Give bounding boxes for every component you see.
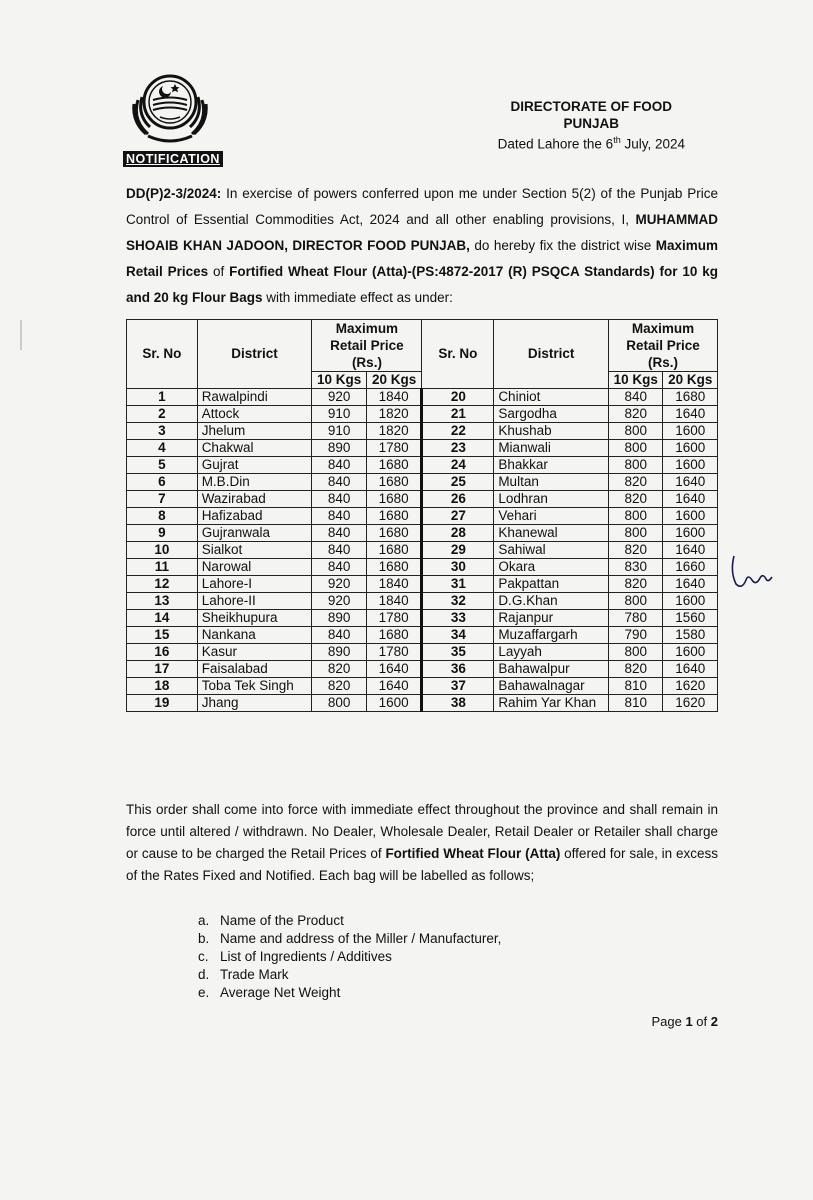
- cell-price-10kg: 800: [609, 593, 663, 610]
- cell-price-20kg: 1680: [366, 627, 422, 644]
- cell-sr-no: 24: [422, 457, 494, 474]
- cell-price-10kg: 800: [609, 440, 663, 457]
- order-paragraph: [126, 799, 718, 887]
- org-line-2: PUNJAB: [563, 116, 620, 131]
- cell-sr-no: 31: [422, 576, 494, 593]
- table-row: [127, 542, 718, 559]
- table-row: [127, 525, 718, 542]
- cell-price-20kg: 1600: [663, 593, 718, 610]
- signature-mark: [726, 552, 774, 592]
- cell-sr-no: 34: [422, 627, 494, 644]
- cell-price-10kg: 820: [609, 491, 663, 508]
- list-item-key: d.: [198, 967, 210, 982]
- cell-price-10kg: 810: [609, 695, 663, 712]
- cell-price-10kg: 840: [312, 559, 366, 576]
- cell-price-20kg: 1680: [366, 491, 422, 508]
- table-row: [127, 593, 718, 610]
- table-row: [127, 661, 718, 678]
- cell-district: Vehari: [494, 508, 609, 525]
- cell-price-20kg: 1820: [366, 406, 422, 423]
- cell-district: Sialkot: [197, 542, 312, 559]
- date-prefix: Dated Lahore the 6: [497, 136, 614, 152]
- cell-price-20kg: 1640: [663, 491, 718, 508]
- header-block: [498, 98, 685, 153]
- page-number: [651, 1014, 718, 1029]
- header-10kg: 10 Kgs: [312, 372, 366, 389]
- cell-district: Nankana: [197, 627, 312, 644]
- cell-district: Chiniot: [494, 389, 609, 406]
- intro-text-1: In exercise of powers conferred upon me under Section 5(2) of the Punjab Price Control of Essential Commodities Act, 2024 and all other enabling provisions, I,: [126, 186, 718, 227]
- cell-sr-no: 8: [127, 508, 198, 525]
- list-item-text: Name of the Product: [220, 913, 344, 928]
- cell-district: Faisalabad: [197, 661, 312, 678]
- list-item: [198, 912, 501, 930]
- cell-district: Okara: [494, 559, 609, 576]
- table-row: [127, 457, 718, 474]
- cell-sr-no: 7: [127, 491, 198, 508]
- cell-sr-no: 20: [422, 389, 494, 406]
- intro-bold-2: Maximum Retail Prices: [126, 238, 719, 279]
- intro-text-4: with immediate effect as under:: [262, 290, 453, 305]
- cell-price-10kg: 920: [312, 593, 366, 610]
- cell-price-20kg: 1680: [366, 542, 422, 559]
- cell-district: Bahawalpur: [494, 661, 609, 678]
- cell-district: Hafizabad: [197, 508, 312, 525]
- intro-paragraph: [126, 181, 718, 311]
- cell-sr-no: 25: [422, 474, 494, 491]
- cell-sr-no: 18: [127, 678, 198, 695]
- cell-price-20kg: 1660: [663, 559, 718, 576]
- cell-district: Khanewal: [494, 525, 609, 542]
- table-row: [127, 423, 718, 440]
- intro-text-2: do hereby fix the district wise: [469, 238, 656, 253]
- cell-price-10kg: 890: [312, 644, 366, 661]
- cell-price-20kg: 1780: [366, 610, 422, 627]
- order-bold: Fortified Wheat Flour (Atta): [385, 846, 561, 861]
- cell-sr-no: 12: [127, 576, 198, 593]
- cell-sr-no: 14: [127, 610, 198, 627]
- cell-sr-no: 33: [422, 610, 494, 627]
- table-row: [127, 644, 718, 661]
- cell-price-20kg: 1600: [663, 457, 718, 474]
- cell-price-20kg: 1680: [366, 559, 422, 576]
- order-text-1: This order shall come into force with immediate effect throughout the province and shall remain in force until altered / withdrawn. No Dealer, Wholesale Dealer, Retail Dealer or Retailer shall charge or cause to be charged the Retail Prices of: [126, 802, 718, 861]
- cell-price-20kg: 1680: [366, 474, 422, 491]
- cell-price-20kg: 1680: [663, 389, 718, 406]
- order-text-2: offered for sale, in excess of the Rates Fixed and Notified. Each bag will be labelled as follows;: [126, 846, 718, 883]
- reference-number: DD(P)2-3/2024:: [126, 186, 222, 201]
- page-current: 1: [685, 1014, 693, 1029]
- cell-price-10kg: 780: [609, 610, 663, 627]
- list-item-key: c.: [198, 949, 209, 964]
- table-row: [127, 474, 718, 491]
- header-max-price: Maximum Retail Price (Rs.): [312, 320, 422, 372]
- cell-sr-no: 2: [127, 406, 198, 423]
- cell-price-10kg: 840: [312, 508, 366, 525]
- cell-sr-no: 13: [127, 593, 198, 610]
- cell-price-20kg: 1600: [663, 508, 718, 525]
- header-sr-no-2: Sr. No: [422, 320, 494, 389]
- page-word: Page: [651, 1014, 686, 1029]
- cell-price-20kg: 1640: [366, 661, 422, 678]
- cell-price-20kg: 1600: [663, 440, 718, 457]
- cell-sr-no: 37: [422, 678, 494, 695]
- table-row: [127, 406, 718, 423]
- cell-price-20kg: 1820: [366, 423, 422, 440]
- cell-district: Lahore-I: [197, 576, 312, 593]
- cell-price-20kg: 1640: [663, 542, 718, 559]
- cell-district: Lodhran: [494, 491, 609, 508]
- cell-sr-no: 1: [127, 389, 198, 406]
- cell-price-20kg: 1620: [663, 695, 718, 712]
- list-item: [198, 930, 501, 948]
- cell-sr-no: 32: [422, 593, 494, 610]
- cell-price-10kg: 840: [312, 525, 366, 542]
- cell-sr-no: 23: [422, 440, 494, 457]
- cell-sr-no: 16: [127, 644, 198, 661]
- cell-price-10kg: 800: [312, 695, 366, 712]
- cell-price-20kg: 1640: [366, 678, 422, 695]
- cell-price-20kg: 1680: [366, 508, 422, 525]
- list-item: [198, 984, 501, 1002]
- cell-price-20kg: 1840: [366, 576, 422, 593]
- cell-price-20kg: 1600: [663, 644, 718, 661]
- cell-sr-no: 6: [127, 474, 198, 491]
- cell-price-20kg: 1840: [366, 389, 422, 406]
- cell-sr-no: 22: [422, 423, 494, 440]
- cell-district: Sheikhupura: [197, 610, 312, 627]
- cell-price-20kg: 1840: [366, 593, 422, 610]
- cell-price-10kg: 820: [609, 661, 663, 678]
- header-sr-no: Sr. No: [127, 320, 198, 389]
- cell-district: Gujrat: [197, 457, 312, 474]
- list-item-key: a.: [198, 913, 210, 928]
- cell-price-10kg: 800: [609, 644, 663, 661]
- intro-text-3: of: [208, 264, 230, 279]
- cell-district: Rajanpur: [494, 610, 609, 627]
- cell-price-20kg: 1600: [663, 525, 718, 542]
- date-sup: th: [613, 135, 621, 145]
- cell-price-20kg: 1640: [663, 661, 718, 678]
- cell-price-20kg: 1620: [663, 678, 718, 695]
- cell-sr-no: 28: [422, 525, 494, 542]
- cell-price-20kg: 1600: [366, 695, 422, 712]
- cell-district: Rahim Yar Khan: [494, 695, 609, 712]
- list-item-text: List of Ingredients / Additives: [220, 949, 392, 964]
- cell-sr-no: 21: [422, 406, 494, 423]
- cell-sr-no: 17: [127, 661, 198, 678]
- table-row: [127, 576, 718, 593]
- cell-sr-no: 27: [422, 508, 494, 525]
- cell-price-10kg: 800: [609, 525, 663, 542]
- price-table: [126, 319, 718, 712]
- cell-district: D.G.Khan: [494, 593, 609, 610]
- cell-price-10kg: 920: [312, 389, 366, 406]
- director-name: MUHAMMAD SHOAIB KHAN JADOON, DIRECTOR FOOD PUNJAB,: [126, 212, 718, 253]
- cell-price-10kg: 800: [609, 423, 663, 440]
- table-row: [127, 627, 718, 644]
- cell-sr-no: 38: [422, 695, 494, 712]
- label-requirements-list: [198, 912, 501, 1002]
- cell-price-20kg: 1640: [663, 576, 718, 593]
- cell-district: Layyah: [494, 644, 609, 661]
- cell-district: Bhakkar: [494, 457, 609, 474]
- cell-district: Wazirabad: [197, 491, 312, 508]
- cell-sr-no: 3: [127, 423, 198, 440]
- cell-district: Gujranwala: [197, 525, 312, 542]
- cell-district: Lahore-II: [197, 593, 312, 610]
- cell-district: Mianwali: [494, 440, 609, 457]
- cell-price-20kg: 1640: [663, 474, 718, 491]
- cell-sr-no: 29: [422, 542, 494, 559]
- intro-bold-3: Fortified Wheat Flour (Atta)-(PS:4872-2017 (R) PSQCA Standards) for 10 kg and 20 kg Flour Bags: [126, 264, 719, 305]
- table-row: [127, 508, 718, 525]
- cell-price-10kg: 790: [609, 627, 663, 644]
- notification-label: NOTIFICATION: [123, 151, 223, 167]
- page-of: of: [692, 1014, 711, 1029]
- table-row: [127, 695, 718, 712]
- list-item-text: Name and address of the Miller / Manufacturer,: [220, 931, 502, 946]
- price-table-body: [127, 389, 718, 712]
- cell-price-10kg: 910: [312, 406, 366, 423]
- header-max-price-2: Maximum Retail Price (Rs.): [609, 320, 718, 372]
- page-total: 2: [710, 1014, 718, 1029]
- cell-district: Khushab: [494, 423, 609, 440]
- list-item-text: Average Net Weight: [220, 985, 341, 1000]
- list-item-key: e.: [198, 985, 210, 1000]
- cell-price-20kg: 1680: [366, 457, 422, 474]
- cell-price-10kg: 800: [609, 457, 663, 474]
- list-item-key: b.: [198, 931, 210, 946]
- cell-district: Chakwal: [197, 440, 312, 457]
- table-row: [127, 610, 718, 627]
- header-10kg-2: 10 Kgs: [609, 372, 663, 389]
- cell-district: Pakpattan: [494, 576, 609, 593]
- cell-district: Narowal: [197, 559, 312, 576]
- date-suffix: July, 2024: [620, 136, 685, 152]
- cell-price-10kg: 820: [609, 576, 663, 593]
- cell-district: Multan: [494, 474, 609, 491]
- org-line-1: DIRECTORATE OF FOOD: [510, 99, 673, 114]
- table-header-row: [127, 320, 718, 372]
- cell-price-10kg: 840: [609, 389, 663, 406]
- table-row: [127, 678, 718, 695]
- header-district-2: District: [494, 320, 609, 389]
- cell-district: Muzaffargarh: [494, 627, 609, 644]
- cell-sr-no: 26: [422, 491, 494, 508]
- cell-sr-no: 4: [127, 440, 198, 457]
- cell-sr-no: 5: [127, 457, 198, 474]
- cell-price-10kg: 840: [312, 457, 366, 474]
- cell-price-10kg: 820: [609, 542, 663, 559]
- cell-district: Sahiwal: [494, 542, 609, 559]
- cell-price-20kg: 1580: [663, 627, 718, 644]
- header-20kg-2: 20 Kgs: [663, 372, 718, 389]
- cell-district: Jhang: [197, 695, 312, 712]
- cell-price-10kg: 840: [312, 474, 366, 491]
- cell-price-20kg: 1780: [366, 644, 422, 661]
- cell-district: Jhelum: [197, 423, 312, 440]
- header-district: District: [197, 320, 312, 389]
- cell-price-10kg: 800: [609, 508, 663, 525]
- cell-price-10kg: 890: [312, 610, 366, 627]
- cell-price-10kg: 820: [609, 474, 663, 491]
- cell-price-10kg: 820: [609, 406, 663, 423]
- header-20kg: 20 Kgs: [366, 372, 422, 389]
- cell-sr-no: 30: [422, 559, 494, 576]
- table-row: [127, 389, 718, 406]
- cell-district: Kasur: [197, 644, 312, 661]
- punjab-government-emblem: [120, 70, 220, 150]
- cell-sr-no: 10: [127, 542, 198, 559]
- cell-price-10kg: 840: [312, 491, 366, 508]
- cell-district: M.B.Din: [197, 474, 312, 491]
- table-row: [127, 440, 718, 457]
- cell-price-20kg: 1780: [366, 440, 422, 457]
- cell-price-10kg: 820: [312, 678, 366, 695]
- cell-district: Attock: [197, 406, 312, 423]
- cell-sr-no: 36: [422, 661, 494, 678]
- cell-price-20kg: 1680: [366, 525, 422, 542]
- cell-district: Toba Tek Singh: [197, 678, 312, 695]
- cell-sr-no: 11: [127, 559, 198, 576]
- cell-sr-no: 19: [127, 695, 198, 712]
- cell-district: Sargodha: [494, 406, 609, 423]
- scan-artifact-line: [20, 320, 22, 350]
- cell-price-10kg: 890: [312, 440, 366, 457]
- cell-price-20kg: 1560: [663, 610, 718, 627]
- cell-district: Bahawalnagar: [494, 678, 609, 695]
- cell-price-10kg: 820: [312, 661, 366, 678]
- cell-price-10kg: 810: [609, 678, 663, 695]
- list-item: [198, 966, 501, 984]
- cell-price-10kg: 840: [312, 542, 366, 559]
- cell-price-10kg: 920: [312, 576, 366, 593]
- cell-price-20kg: 1640: [663, 406, 718, 423]
- cell-price-10kg: 910: [312, 423, 366, 440]
- list-item-text: Trade Mark: [220, 967, 289, 982]
- cell-sr-no: 35: [422, 644, 494, 661]
- cell-sr-no: 9: [127, 525, 198, 542]
- cell-price-10kg: 840: [312, 627, 366, 644]
- cell-price-20kg: 1600: [663, 423, 718, 440]
- cell-district: Rawalpindi: [197, 389, 312, 406]
- cell-sr-no: 15: [127, 627, 198, 644]
- cell-price-10kg: 830: [609, 559, 663, 576]
- table-row: [127, 559, 718, 576]
- date-line: [498, 132, 685, 153]
- table-row: [127, 491, 718, 508]
- list-item: [198, 948, 501, 966]
